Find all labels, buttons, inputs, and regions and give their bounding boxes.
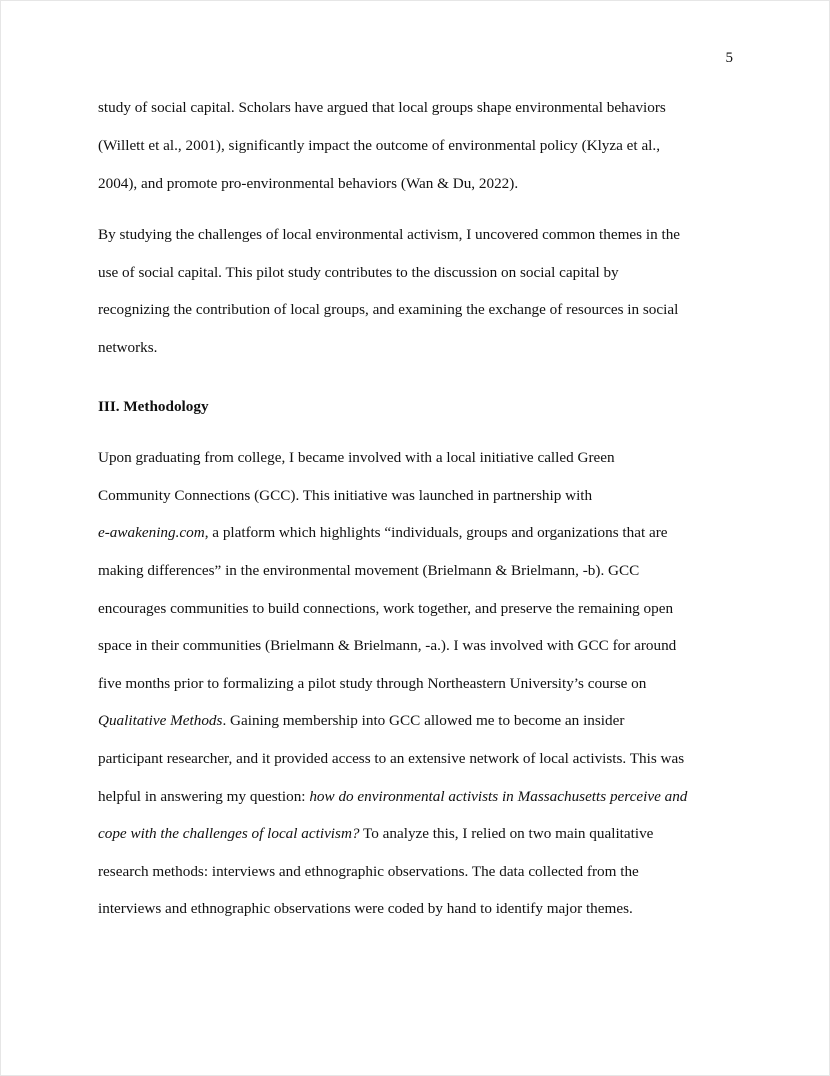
paragraph-3-line-3 [98, 523, 668, 543]
paragraph-3-line-1: Upon graduating from college, I became involved with a local initiative called Green [98, 449, 615, 466]
paragraph-3-line-6: space in their communities (Brielmann & Brielmann, -a.). I was involved with GCC for around [98, 637, 677, 654]
paragraph-3-line-4: making differences” in the environmental movement (Brielmann & Brielmann, -b). GCC [98, 562, 640, 579]
paragraph-2-line-4: networks. [98, 339, 158, 356]
paragraph-1-line-1: study of social capital. Scholars have argued that local groups shape environmental behaviors [98, 99, 666, 116]
paragraph-3-line-8-text: . Gaining membership into GCC allowed me to become an insider [222, 712, 625, 729]
paragraph-3-line-11-text: To analyze this, I relied on two main qualitative [359, 825, 654, 842]
paragraph-1-line-2: (Willett et al., 2001), significantly impact the outcome of environmental policy (Klyza et al., [98, 137, 660, 154]
paragraph-3-line-11 [98, 824, 653, 844]
paragraph-3-line-12: research methods: interviews and ethnographic observations. The data collected from the [98, 863, 639, 880]
paragraph-2-line-3: recognizing the contribution of local groups, and examining the exchange of resources in social [98, 301, 679, 318]
paragraph-3-line-9: participant researcher, and it provided access to an extensive network of local activists. This was [98, 750, 685, 767]
paragraph-2-line-2: use of social capital. This pilot study contributes to the discussion on social capital by [98, 264, 619, 281]
paragraph-3-line-3-text: , a platform which highlights “individuals, groups and organizations that are [204, 524, 668, 541]
paragraph-2-line-1: By studying the challenges of local environmental activism, I uncovered common themes in the [98, 226, 681, 243]
paragraph-3-line-2: Community Connections (GCC). This initiative was launched in partnership with [98, 487, 593, 504]
paragraph-3-line-5: encourages communities to build connections, work together, and preserve the remaining open [98, 600, 674, 617]
paragraph-1-line-3: 2004), and promote pro-environmental behaviors (Wan & Du, 2022). [98, 175, 519, 192]
section-heading: III. Methodology [98, 398, 209, 415]
paragraph-3-line-10-text: helpful in answering my question: [98, 788, 310, 805]
research-question-part-1: how do environmental activists in Massachusetts perceive and [309, 788, 688, 805]
website-name: e-awakening.com [98, 524, 205, 541]
course-name: Qualitative Methods [98, 712, 223, 729]
page-number: 5 [725, 50, 733, 66]
paragraph-3-line-13: interviews and ethnographic observations were coded by hand to identify major themes. [98, 900, 633, 917]
paragraph-3-line-7: five months prior to formalizing a pilot study through Northeastern University’s course on [98, 675, 647, 692]
paragraph-3-line-8 [98, 711, 624, 731]
paragraph-3-line-10 [98, 787, 687, 807]
research-question-part-2: cope with the challenges of local activism? [98, 825, 360, 842]
